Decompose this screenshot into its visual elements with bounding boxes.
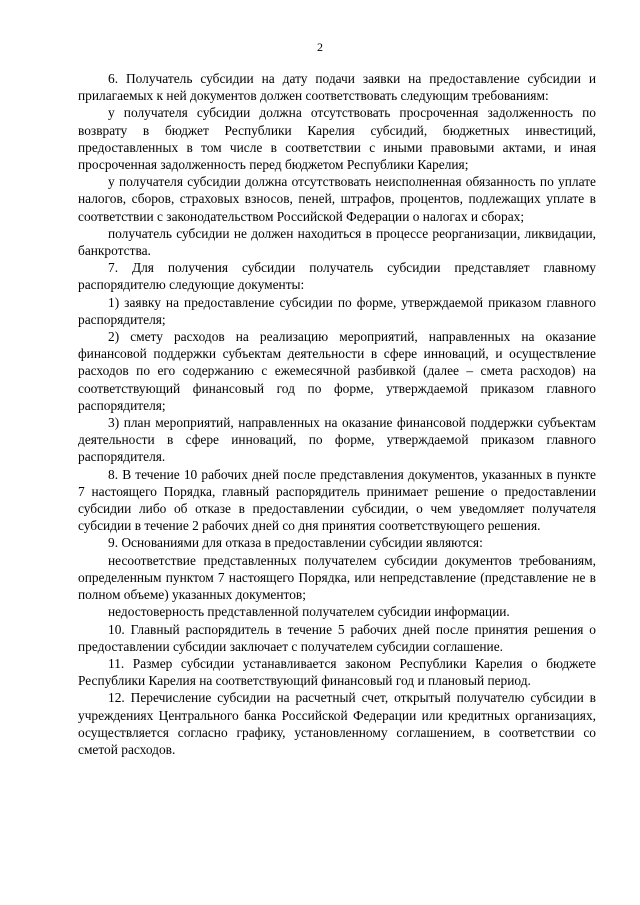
paragraph-9-ground-mismatch: несоответствие представленных получателем субсидии документов требованиям, определенным пунктом 7 настоящего Порядка, или непредставление (представление не в полном объеме) указанных документов;	[78, 552, 596, 603]
paragraph-12: 12. Перечисление субсидии на расчетный счет, открытый получателю субсидии в учреждениях Центрального банка Российской Федерации или кредитных организациях, осуществляется согласно графику, установленному соглашением, в соответствии со сметой расходов.	[78, 690, 596, 757]
paragraph-6-requirement-taxes: у получателя субсидии должна отсутствовать неисполненная обязанность по уплате налогов, сборов, страховых взносов, пеней, штрафов, процентов, подлежащих уплате в соответствии с законодательством Российской Федерации о налогах и сборах;	[78, 174, 596, 224]
paragraph-9-intro: 9. Основаниями для отказа в предоставлении субсидии являются:	[108, 535, 483, 551]
paragraph-10: 10. Главный распорядитель в течение 5 рабочих дней после принятия решения о предоставлении субсидии заключает с получателем субсидии соглашение.	[78, 621, 596, 654]
paragraph-6-requirement-reorganization: получатель субсидии не должен находиться в процессе реорганизации, ликвидации, банкротства.	[78, 225, 596, 259]
paragraph-6-intro: 6. Получатель субсидии на дату подачи заявки на предоставление субсидии и прилагаемых к ней документов должен соответствовать следующим требованиям:	[78, 71, 596, 104]
paragraph-7-item-1: 1) заявку на предоставление субсидии по форме, утверждаемой приказом главного распорядителя;	[78, 294, 596, 327]
page-number: 2	[317, 40, 323, 54]
paragraph-11: 11. Размер субсидии устанавливается законом Республики Карелия о бюджете Республики Карелия на соответствующий финансовый год и плановый период.	[78, 655, 596, 689]
paragraph-6-requirement-debt: у получателя субсидии должна отсутствовать просроченная задолженность по возврату в бюджет Республики Карелия субсидий, бюджетных инвестиций, предоставленных в том числе в соответствии с иными правовыми актами, и иная просроченная задолженность перед бюджетом Республики Карелия;	[78, 105, 596, 173]
paragraph-7-item-3: 3) план мероприятий, направленных на оказание финансовой поддержки субъектам деятельности в сфере инноваций, по форме, утверждаемой приказом главного распорядителя.	[78, 415, 596, 465]
paragraph-8: 8. В течение 10 рабочих дней после представления документов, указанных в пункте 7 настоящего Порядка, главный распорядитель принимает решение о предоставлении субсидии либо об отказе в предоставлении субсидии, о чем уведомляет получателя субсидии в течение 2 рабочих дней со дня принятия соответствующего решения.	[78, 466, 596, 534]
paragraph-7-item-2: 2) смету расходов на реализацию мероприятий, направленных на оказание финансовой поддержки субъектам деятельности в сфере инноваций, и осуществление расходов по его содержанию с ежемесячной разбивкой (далее – смета расходов) на соответствующий финансовый год по форме, утверждаемой приказом главного распорядителя;	[78, 329, 596, 413]
paragraph-9-ground-false-info: недостоверность представленной получателем субсидии информации.	[108, 604, 510, 620]
paragraph-7-intro: 7. Для получения субсидии получатель субсидии представляет главному распорядителю следующие документы:	[78, 260, 596, 293]
document-body	[78, 70, 596, 758]
